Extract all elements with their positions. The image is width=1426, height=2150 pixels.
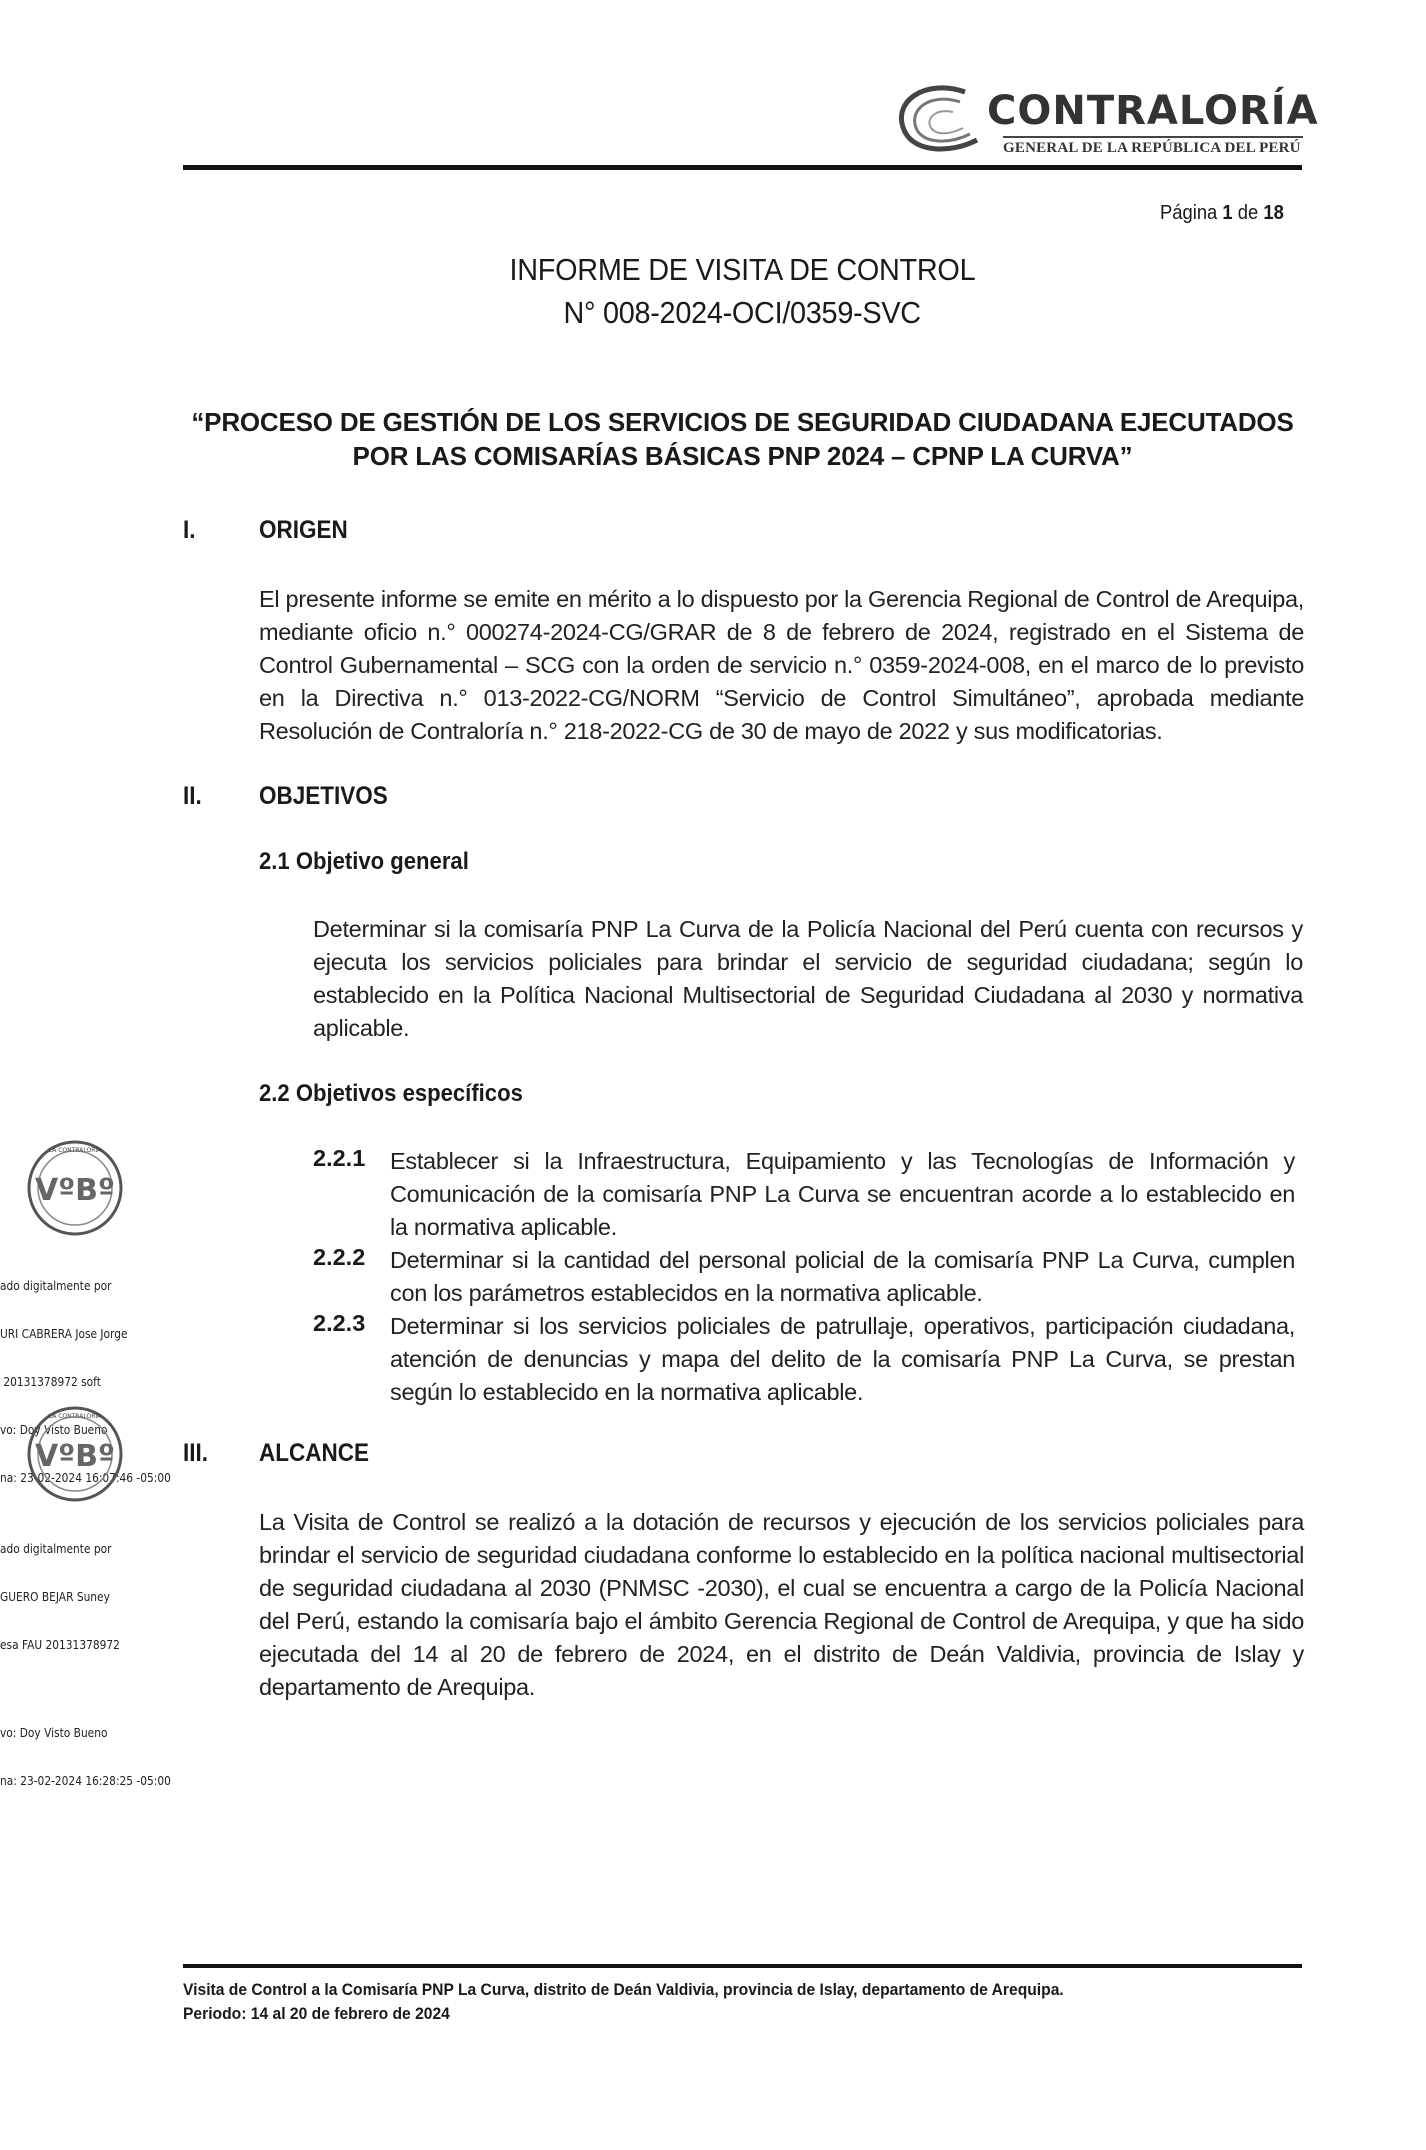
section-numeral: II.: [183, 782, 202, 810]
section-numeral: I.: [183, 516, 196, 544]
report-title-line2: N° 008-2024-OCI/0359-SVC: [563, 295, 922, 330]
signature-spacer: [0, 1685, 171, 1693]
page-current: 1: [1222, 202, 1233, 224]
report-number: [183, 295, 1302, 331]
list-item-text: Establecer si la Infraestructura, Equipamiento y las Tecnologías de Información y Comunicación de la comisaría PNP La Curva se encuentran acorde a lo establecido en la normativa aplicable.: [390, 1148, 1295, 1240]
subsection-title-general: 2.1 Objetivo general: [259, 848, 469, 875]
footer-rule: [183, 1964, 1302, 1968]
report-title: [183, 252, 1302, 288]
report-subtitle: [183, 405, 1302, 473]
list-item-text: Determinar si la cantidad del personal policial de la comisaría PNP La Curva, cumplen con los parámetros establecidos en la normativa aplicable.: [390, 1247, 1295, 1306]
section-title-objetivos: OBJETIVOS: [259, 782, 388, 810]
contraloria-logo: [885, 82, 1319, 162]
signature-line: GUERO BEJAR Suney: [0, 1589, 110, 1604]
report-title-line1: INFORME DE VISITA DE CONTROL: [509, 252, 976, 287]
seal-ring-text: LA CONTRALORÍA: [48, 1413, 102, 1420]
signature-line: vo: Doy Visto Bueno: [0, 1422, 108, 1437]
page-of: de: [1237, 202, 1259, 224]
digital-signature-2: [0, 1509, 171, 1805]
list-item-number: 2.2.2: [313, 1244, 366, 1270]
signature-line: esa FAU 20131378972: [0, 1637, 120, 1652]
signature-line: URI CABRERA Jose Jorge: [0, 1326, 128, 1341]
objetivo-general-paragraph: Determinar si la comisaría PNP La Curva de la Policía Nacional del Perú cuenta con recursos y ejecuta los servicios policiales para brindar el servicio de seguridad ciudadana; según lo establecido en la Política Nacional Multisectorial de Seguridad Ciudadana al 2030 y normativa aplicable.: [313, 916, 1303, 1041]
signature-line: vo: Doy Visto Bueno: [0, 1725, 108, 1740]
logo-wordmark: CONTRALORÍA: [987, 88, 1319, 134]
footer-line2: Periodo: 14 al 20 de febrero de 2024: [183, 2004, 450, 2023]
signature-line: na: 23-02-2024 16:07:46 -05:00: [0, 1470, 171, 1485]
seal-icon: [25, 1138, 125, 1238]
signature-line: na: 23-02-2024 16:28:25 -05:00: [0, 1773, 171, 1788]
page-label: Página: [1160, 202, 1218, 224]
list-item-number: 2.2.1: [313, 1145, 366, 1171]
footer-line1: Visita de Control a la Comisaría PNP La Curva, distrito de Deán Valdivia, provincia de Islay, departamento de Arequipa.: [183, 1980, 1064, 1999]
section-title-origen: ORIGEN: [259, 516, 348, 544]
page-total: 18: [1263, 202, 1284, 224]
logo-subtitle: GENERAL DE LA REPÚBLICA DEL PERÚ: [1003, 140, 1301, 156]
signature-line: 20131378972 soft: [0, 1374, 101, 1389]
subsection-title-especificos: 2.2 Objetivos específicos: [259, 1080, 523, 1107]
alcance-paragraph: La Visita de Control se realizó a la dotación de recursos y ejecución de los servicios policiales para brindar el servicio de seguridad ciudadana conforme lo establecido en la política nacional multisectorial de seguridad ciudadana al 2030 (PNMSC -2030), el cual se encuentra a cargo de la Policía Nacional del Perú, estando la comisaría bajo el ámbito Gerencia Regional de Control de Arequipa, y que ha sido ejecutada del 14 al 20 de febrero de 2024, en el distrito de Deán Valdivia, provincia de Islay y departamento de Arequipa.: [259, 1509, 1304, 1700]
header-rule: [183, 165, 1302, 170]
visto-bueno-seal: [25, 1138, 125, 1238]
subtitle-line2: POR LAS COMISARÍAS BÁSICAS PNP 2024 – CPNP LA CURVA”: [352, 441, 1133, 471]
list-item-text: Determinar si los servicios policiales de patrullaje, operativos, participación ciudadana, atención de denuncias y mapa del delito de la comisaría PNP La Curva, se prestan según lo establecido en la normativa aplicable.: [390, 1313, 1295, 1405]
seal-icon: [25, 1404, 125, 1504]
signature-line: ado digitalmente por: [0, 1278, 112, 1293]
section-title-alcance: ALCANCE: [259, 1439, 369, 1467]
signature-line: ado digitalmente por: [0, 1541, 112, 1556]
section-numeral: III.: [183, 1439, 209, 1467]
seal-ring-text: LA CONTRALORÍA: [48, 1147, 102, 1154]
list-item-number: 2.2.3: [313, 1310, 366, 1336]
page-number: [1160, 202, 1284, 225]
visto-bueno-seal: [25, 1404, 125, 1504]
origen-paragraph: El presente informe se emite en mérito a lo dispuesto por la Gerencia Regional de Control de Arequipa, mediante oficio n.° 000274-2024-CG/GRAR de 8 de febrero de 2024, registrado en el Sistema de Control Gubernamental – SCG con la orden de servicio n.° 0359-2024-008, en el marco de lo previsto en la Directiva n.° 013-2022-CG/NORM “Servicio de Control Simultáneo”, aprobada mediante Resolución de Contraloría n.° 218-2022-CG de 30 de mayo de 2022 y sus modificatorias.: [259, 586, 1304, 744]
logo-emblem-icon: [885, 82, 985, 162]
subtitle-line1: “PROCESO DE GESTIÓN DE LOS SERVICIOS DE SEGURIDAD CIUDADANA EJECUTADOS: [191, 407, 1294, 437]
seal-mark: VºBº: [35, 1173, 115, 1208]
logo-underline: [1003, 136, 1303, 138]
seal-mark: VºBº: [35, 1439, 115, 1474]
